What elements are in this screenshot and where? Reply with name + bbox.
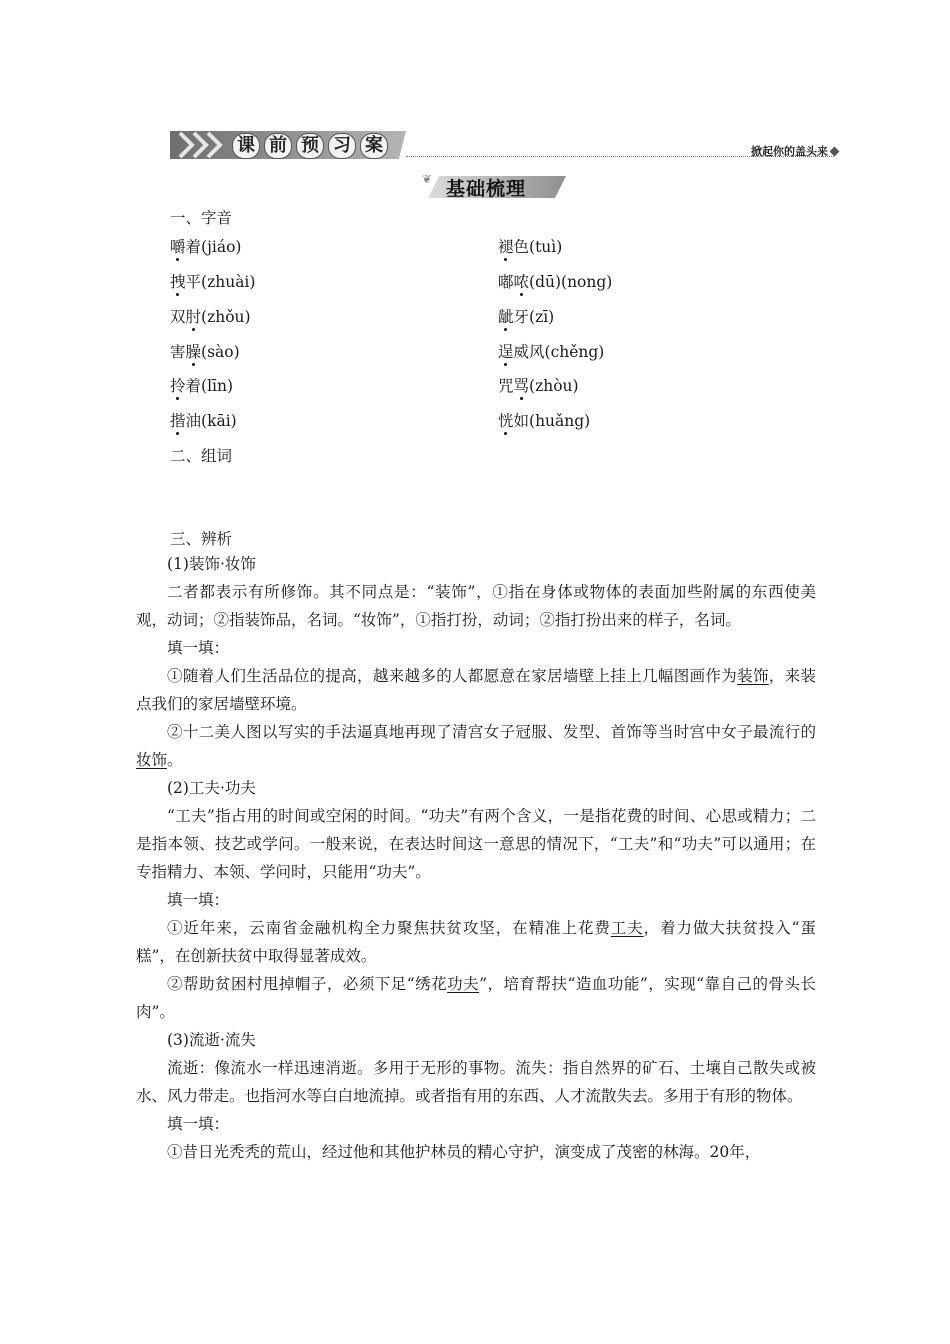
sub-title: (1)装饰·妆饰 (167, 555, 256, 573)
analysis-section (136, 550, 816, 1166)
leaf-icon: ❦ (422, 172, 433, 186)
example-sentence: ①随着人们生活品位的提高，越来越多的人都愿意在家居墙壁上挂上几幅图画作为装饰，来装点我们的家居墙壁环境。 (136, 667, 816, 713)
diamond-icon (830, 147, 840, 157)
example-sentence: ②十二美人图以写实的手法逼真地再现了清宫女子冠服、发型、首饰等当时宫中女子最流行的妆饰。 (136, 723, 816, 769)
pinyin-item-right-5: 咒骂(zhòu) (498, 377, 579, 395)
pinyin-item-right-2: 嘟哝(dū)(nong) (498, 273, 613, 291)
dotted-char: 恍 (498, 412, 514, 430)
example-sentence: ①昔日光秃秃的荒山，经过他和其他护林员的精心守护，演变成了茂密的林海。20年， (167, 1143, 761, 1161)
part3-heading: 三、辨析 (170, 530, 233, 548)
dotted-char: 臊 (185, 343, 202, 361)
header-tagline: 掀起你的盖头来 (751, 145, 828, 158)
answer-blank: 妆饰 (136, 751, 168, 769)
dotted-char: 褪 (498, 238, 514, 256)
dotted-char: 哝 (513, 273, 530, 291)
fill-label: 填一填： (167, 891, 230, 909)
chevron-right-icon (176, 131, 236, 159)
pinyin-item-left-5: 拎着(līn) (170, 377, 234, 395)
pinyin-item-right-6: 恍如(huǎng) (498, 412, 591, 430)
dotted-char: 拎 (170, 377, 186, 395)
dotted-char: 肘 (185, 308, 202, 326)
part2-heading: 二、组词 (170, 447, 233, 465)
banner-char: 前 (264, 133, 292, 159)
dotted-char: 嚼 (170, 238, 186, 256)
dotted-char: 拽 (170, 273, 186, 291)
explanation: 二者都表示有所修饰。其不同点是：“装饰”，①指在身体或物体的表面加些附属的东西使美观，动词；②指装饰品，名词。“妆饰”，①指打扮，动词；②指打扮出来的样子，名词。 (136, 583, 816, 629)
section-title-badge (422, 172, 566, 200)
banner-char: 案 (360, 133, 388, 159)
dotted-char: 揩 (170, 412, 186, 430)
explanation: 流逝：像流水一样迅速消逝。多用于无形的事物。流失：指自然界的矿石、土壤自己散失或被水、风力带走。也指河水等白白地流掉。或者指有用的东西、人才流散失去。多用于有形的物体。 (136, 1059, 816, 1105)
pinyin-item-left-1: 嚼着(jiáo) (170, 238, 242, 256)
dotted-char: 骂 (513, 377, 530, 395)
pinyin-item-right-1: 褪色(tuì) (498, 238, 563, 256)
pinyin-item-right-4: 逞威风(chěng) (498, 343, 605, 361)
pinyin-item-left-6: 揩油(kāi) (170, 412, 237, 430)
dotted-char: 龇 (498, 308, 514, 326)
answer-blank: 功夫 (447, 975, 480, 993)
pinyin-item-right-3: 龇牙(zī) (498, 308, 555, 326)
dotted-char: 逞 (498, 343, 514, 361)
example-sentence: ②帮助贫困村甩掉帽子，必须下足“绣花功夫”，培育帮扶“造血功能”，实现“靠自己的骨头长肉”。 (136, 975, 816, 1021)
pinyin-item-left-2: 拽平(zhuài) (170, 273, 256, 291)
sub-title: (3)流逝·流失 (167, 1031, 256, 1049)
answer-blank: 工夫 (610, 919, 644, 937)
pinyin-item-left-4: 害臊(sào) (170, 343, 240, 361)
banner-title (232, 133, 388, 159)
section-title: 基础梳理 (446, 178, 527, 200)
fill-label: 填一填： (167, 639, 230, 657)
example-sentence: ①近年来，云南省金融机构全力聚焦扶贫攻坚，在精准上花费工夫，着力做大扶贫投入“蛋糕”，在创新扶贫中取得显著成效。 (136, 919, 816, 965)
banner-char: 习 (328, 133, 356, 159)
answer-blank: 装饰 (737, 667, 769, 685)
explanation: “工夫”指占用的时间或空闲的时间。“功夫”有两个含义，一是指花费的时间、心思或精力；二是指本领、技艺或学问。一般来说，在表达时间这一意思的情况下，“工夫”和“功夫”可以通用；在专指精力、本领、学问时，只能用“功夫”。 (136, 807, 816, 881)
sub-title: (2)工夫·功夫 (167, 779, 256, 797)
banner-char: 课 (232, 133, 260, 159)
fill-label: 填一填： (167, 1115, 230, 1133)
part1-heading: 一、字音 (170, 209, 233, 227)
pinyin-item-left-3: 双肘(zhǒu) (170, 308, 251, 326)
banner-char: 预 (296, 133, 324, 159)
